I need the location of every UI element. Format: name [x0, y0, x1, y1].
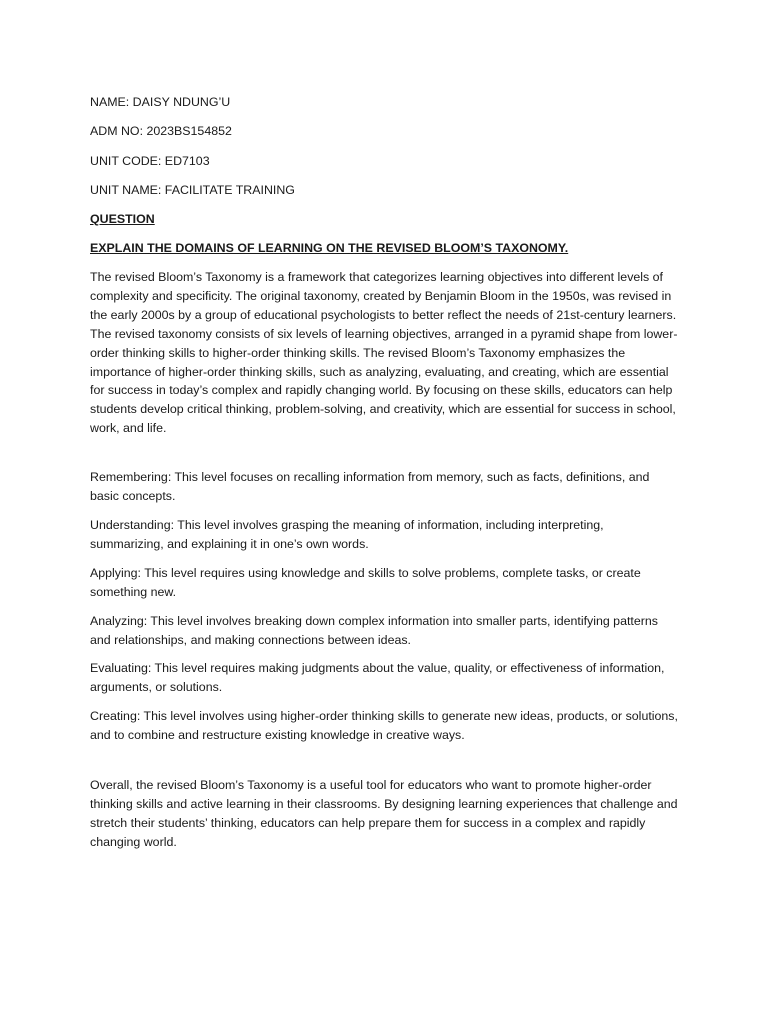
conclusion-paragraph: Overall, the revised Bloom’s Taxonomy is a useful tool for educators who want to promote higher-order thinking skills and active learning in their classrooms. By designing learning experiences that challenge and stretch their students’ thinking, educators can help prepare them for success in a complex and rapidly changing world. — [90, 778, 678, 849]
unit-code: UNIT CODE: ED7103 — [90, 153, 210, 168]
level-creating: Creating: This level involves using higher-order thinking skills to generate new ideas, products, or solutions, and to combine and restructure existing knowledge in creative ways. — [90, 709, 678, 743]
unit-name: UNIT NAME: FACILITATE TRAINING — [90, 182, 295, 197]
question-label: QUESTION — [90, 212, 155, 227]
level-analyzing: Analyzing: This level involves breaking down complex information into smaller parts, identifying patterns and relationships, and making connections between ideas. — [90, 613, 658, 647]
student-details — [90, 93, 680, 200]
level-understanding: Understanding: This level involves grasping the meaning of information, including interpreting, summarizing, and explaining it in one’s own words. — [90, 517, 604, 551]
student-name: NAME: DAISY NDUNG’U — [90, 95, 231, 109]
spacer — [90, 448, 680, 468]
admission-number: ADM NO: 2023BS154852 — [90, 124, 232, 139]
level-applying: Applying: This level requires using knowledge and skills to solve problems, complete tasks, or create something new. — [90, 565, 641, 599]
level-remembering: Remembering: This level focuses on recalling information from memory, such as facts, definitions, and basic concepts. — [90, 470, 650, 504]
document-body — [90, 93, 680, 862]
spacer — [90, 755, 680, 776]
intro-paragraph: The revised Bloom’s Taxonomy is a framework that categorizes learning objectives into different levels of complexity and specificity. The original taxonomy, created by Benjamin Bloom in the 1950s, was revised in the early 2000s by a group of educational psychologists to better reflect the needs of 21st-century learners. The revised taxonomy consists of six levels of learning objectives, arranged in a pyramid shape from lower-order thinking skills to higher-order thinking skills. The revised Bloom’s Taxonomy emphasizes the importance of higher-order thinking skills, such as analyzing, evaluating, and creating, which are essential for success in today’s complex and rapidly changing world. By focusing on these skills, educators can help students develop critical thinking, problem-solving, and creativity, which are essential for success in school, work, and life. — [90, 270, 678, 436]
level-evaluating: Evaluating: This level requires making judgments about the value, quality, or effectiveness of information, arguments, or solutions. — [90, 661, 665, 695]
question-text: EXPLAIN THE DOMAINS OF LEARNING ON THE REVISED BLOOM’S TAXONOMY. — [90, 241, 569, 256]
